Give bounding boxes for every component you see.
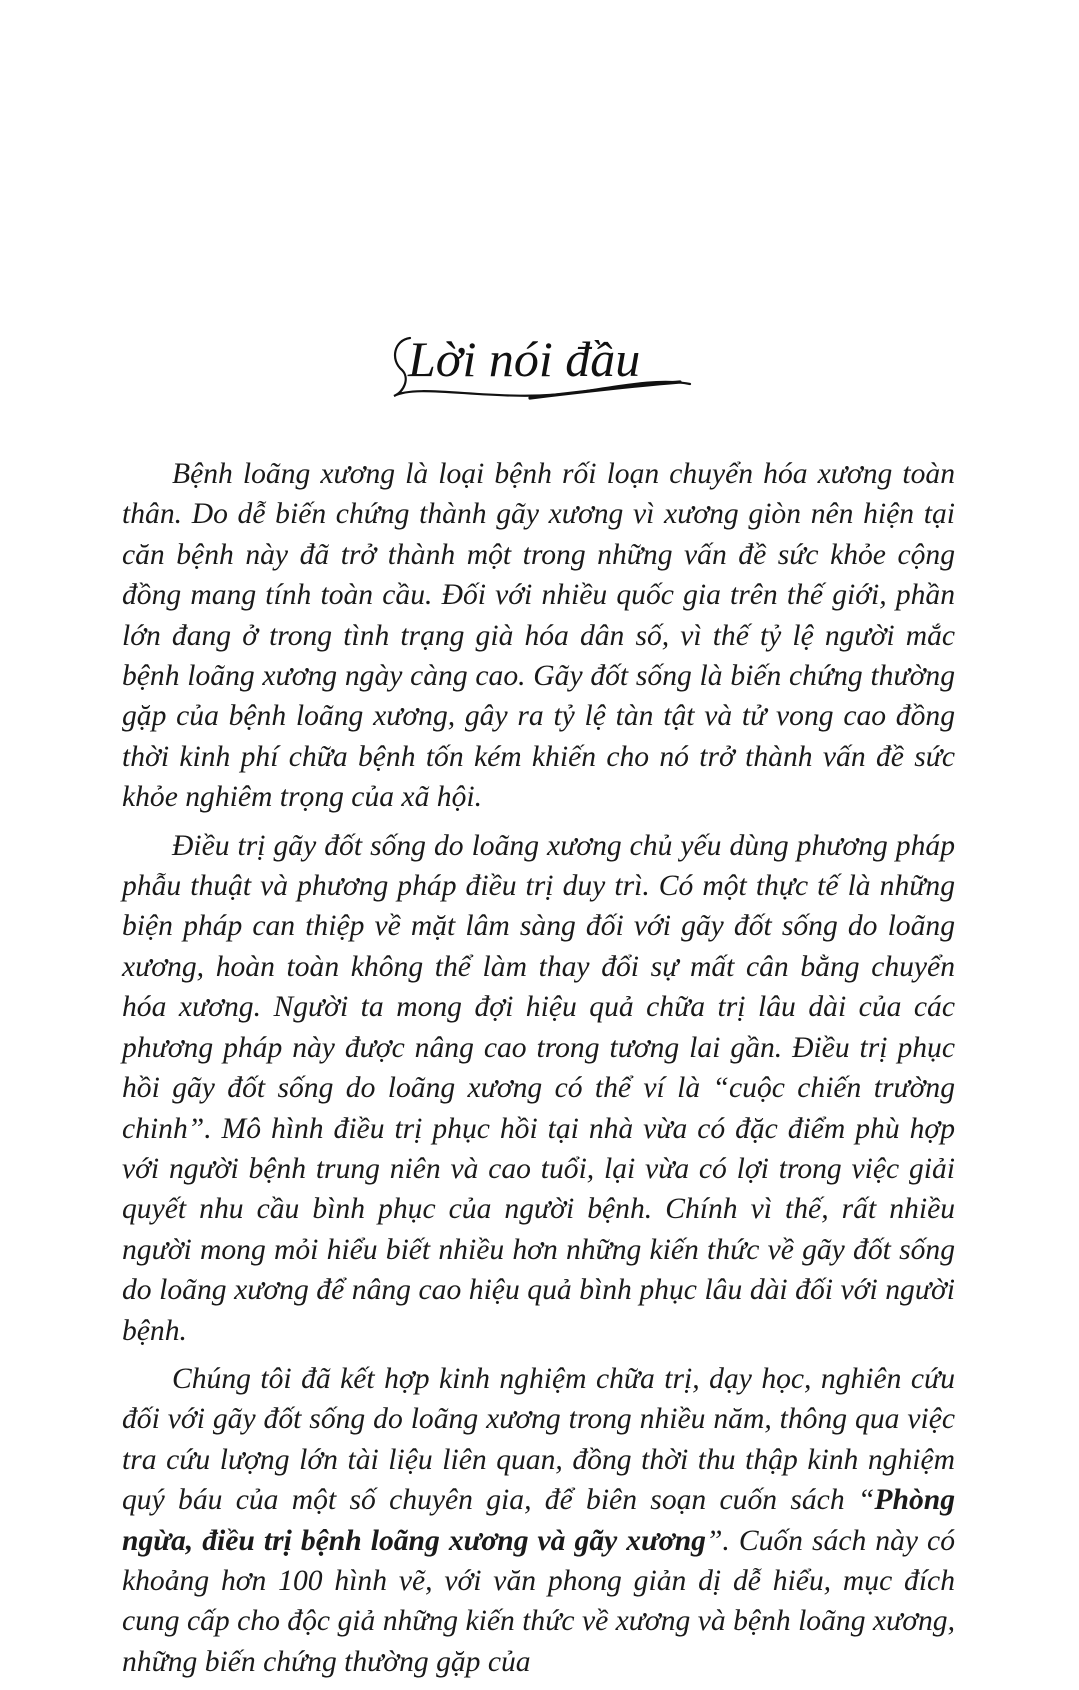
paragraph-3: [122, 1359, 955, 1682]
page-title: Lời nói đầu: [408, 331, 641, 387]
paragraph-2: Điều trị gãy đốt sống do loãng xương chủ yếu dùng phương pháp phẫu thuật và phương pháp điều trị duy trì. Có một thực tế là những biện pháp can thiệp về mặt lâm sàng đối với gãy đốt sống do loãng xương, hoàn toàn không thể làm thay đổi sự mất cân bằng chuyển hóa xương. Người ta mong đợi hiệu quả chữa trị lâu dài của các phương pháp này được nâng cao trong tương lai gần. Điều trị phục hồi gãy đốt sống do loãng xương có thể ví là “cuộc chiến trường chinh”. Mô hình điều trị phục hồi tại nhà vừa có đặc điểm phù hợp với người bệnh trung niên và cao tuổi, lại vừa có lợi trong việc giải quyết nhu cầu bình phục của người bệnh. Chính vì thế, rất nhiều người mong mỏi hiểu biết nhiều hơn những kiến thức về gãy đốt sống do loãng xương để nâng cao hiệu quả bình phục lâu dài đối với người bệnh.: [122, 829, 955, 1347]
paragraph-3-intro: Chúng tôi đã kết hợp kinh nghiệm chữa trị, dạy học, nghiên cứu đối với gãy đốt sống do loãng xương trong nhiều năm, thông qua việc tra cứu lượng lớn tài liệu liên quan, đồng thời thu thập kinh nghiệm quý báu của một số chuyên gia, để biên soạn cuốn sách “: [122, 1362, 955, 1517]
paragraph-1: Bệnh loãng xương là loại bệnh rối loạn chuyển hóa xương toàn thân. Do dễ biến chứng thành gãy xương vì xương giòn nên hiện tại căn bệnh này đã trở thành một trong những vấn đề sức khỏe cộng đồng mang tính toàn cầu. Đối với nhiều quốc gia trên thế giới, phần lớn đang ở trong tình trạng già hóa dân số, vì thế tỷ lệ người mắc bệnh loãng xương ngày càng cao. Gãy đốt sống là biến chứng thường gặp của bệnh loãng xương, gây ra tỷ lệ tàn tật và tử vong cao đồng thời kinh phí chữa bệnh tốn kém khiến cho nó trở thành vấn đề sức khỏe nghiêm trọng của xã hội.: [122, 458, 955, 814]
paragraph-3-rest: ”. Cuốn sách này có khoảng hơn 100 hình vẽ, với văn phong giản dị dễ hiểu, mục đích cung cấp cho độc giả những kiến thức về xương và bệnh loãng xương, những biến chứng thường gặp của: [122, 1524, 955, 1678]
preface-heading: [380, 312, 700, 412]
book-title: Phòng ngừa, điều trị bệnh loãng xương và gãy xương: [122, 1484, 955, 1557]
preface-body: [122, 454, 955, 1690]
